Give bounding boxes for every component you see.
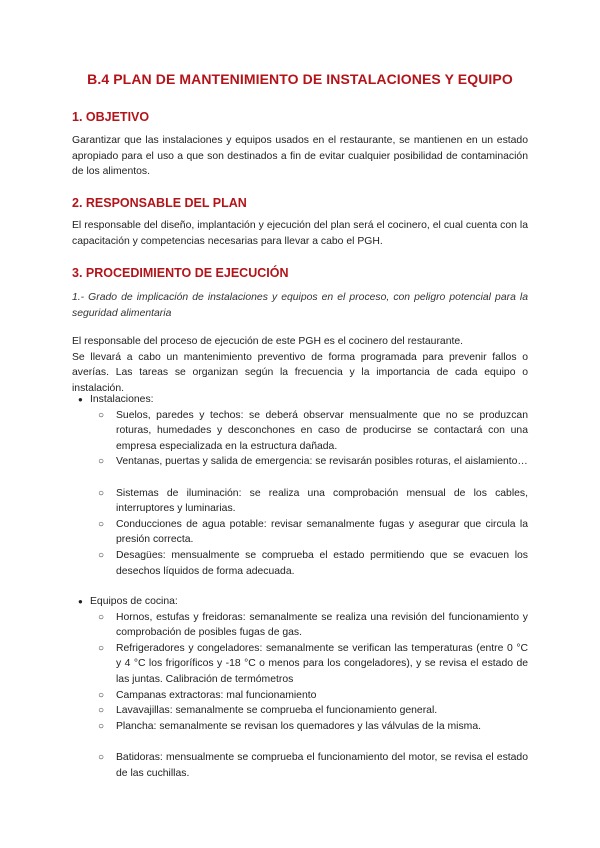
- sub-bullet-icon: ○: [98, 752, 105, 763]
- procedimiento-subtitle: 1.- Grado de implicación de instalaciones y equipos en el proceso, con peligro potencial para la seguridad alimentaria: [72, 292, 528, 319]
- section-heading-procedimiento: 3. PROCEDIMIENTO DE EJECUCIÓN: [72, 266, 289, 280]
- list-item-instalaciones: [78, 392, 528, 408]
- responsable-text: El responsable del diseño, implantación y ejecución del plan será el cocinero, el cual cuenta con la capacitación y competencias necesarias para llevar a cabo el PGH.: [72, 220, 528, 247]
- sub-list-text: Plancha: semanalmente se revisan los quemadores y las válvulas de la misma.: [116, 720, 482, 732]
- sub-list-item: [98, 517, 528, 548]
- sub-bullet-icon: ○: [98, 518, 105, 530]
- sub-list-text: Desagües: mensualmente se comprueba el estado permitiendo que se evacuen los desechos líquidos de forma adecuada.: [116, 550, 528, 577]
- bullet-icon: ●: [78, 395, 83, 404]
- objetivo-text: Garantizar que las instalaciones y equipos usados en el restaurante, se mantienen en un estado apropiado para el uso a que son destinados a fin de evitar cualquier posibilidad de contaminación de los alimentos.: [72, 135, 528, 178]
- sub-bullet-icon: ○: [98, 720, 105, 732]
- sub-list-text: Suelos, paredes y techos: se deberá observar mensualmente que no se produzcan roturas, humedades y desconchones en caso de producirse se contactará con una empresa especializada en la estructura dañada.: [116, 409, 528, 452]
- sub-bullet-icon: ○: [98, 705, 105, 717]
- sub-list-text: Campanas extractoras: mal funcionamiento: [116, 689, 317, 701]
- page-title: B.4 PLAN DE MANTENIMIENTO DE INSTALACIONES Y EQUIPO: [87, 71, 513, 87]
- sub-list-text: Batidoras: mensualmente se comprueba el funcionamiento del motor, se revisa el estado de las cuchillas.: [116, 752, 528, 779]
- sub-list-text: Sistemas de iluminación: se realiza una comprobación mensual de los cables, interruptores y luminarias.: [116, 487, 528, 515]
- sub-list-item: [98, 548, 528, 579]
- section-heading-responsable: 2. RESPONSABLE DEL PLAN: [72, 196, 247, 210]
- sub-bullet-icon: ○: [98, 642, 105, 654]
- sub-list-item: [98, 454, 528, 470]
- sub-list-item: [98, 719, 528, 735]
- sub-list-item: [98, 688, 528, 704]
- list-item-equipos-de-cocina: [78, 594, 528, 610]
- sub-list-text: Hornos, estufas y freidoras: semanalmente se realiza una revisión del funcionamiento y comprobación de posibles fugas de gas.: [116, 611, 528, 639]
- procedimiento-intro-1: El responsable del proceso de ejecución de este PGH es el cocinero del restaurante.: [72, 336, 464, 347]
- section-heading-objetivo: 1. OBJETIVO: [72, 110, 150, 124]
- sub-bullet-icon: ○: [98, 689, 105, 701]
- sub-list-item: [98, 610, 528, 641]
- sub-list-item: [98, 641, 528, 688]
- sub-bullet-icon: ○: [98, 550, 105, 561]
- sub-bullet-icon: ○: [98, 409, 105, 421]
- sub-list-item: [98, 703, 528, 719]
- sub-list-text: Lavavajillas: semanalmente se comprueba el funcionamiento general.: [116, 705, 438, 717]
- sub-bullet-icon: ○: [98, 456, 105, 468]
- sub-list-text: Conducciones de agua potable: revisar semanalmente fugas y asegurar que circula la presión correcta.: [116, 518, 528, 546]
- sub-list-item: [98, 486, 528, 517]
- sub-bullet-icon: ○: [98, 487, 105, 499]
- sub-list-item: [98, 750, 528, 781]
- sub-list-text: Ventanas, puertas y salida de emergencia: se revisarán posibles roturas, el aislamiento…: [116, 456, 528, 468]
- procedimiento-intro-2: Se llevará a cabo un mantenimiento preventivo de forma programada para prevenir fallos o averías. Las tareas se organizan según la frecuencia y la importancia de cada equipo o instalación.: [72, 351, 528, 394]
- list-label: Equipos de cocina:: [90, 596, 178, 607]
- sub-list-text: Refrigeradores y congeladores: semanalmente se verifican las temperaturas (entre 0 °C y 4 °C los frigoríficos y -18 °C o menos para los congeladores), y se revisa el estado de las juntas. Calibración de termómetros: [116, 642, 528, 685]
- sub-bullet-icon: ○: [98, 611, 105, 623]
- sub-list-item: [98, 408, 528, 455]
- bullet-icon: ●: [78, 597, 83, 606]
- list-label: Instalaciones:: [90, 394, 154, 405]
